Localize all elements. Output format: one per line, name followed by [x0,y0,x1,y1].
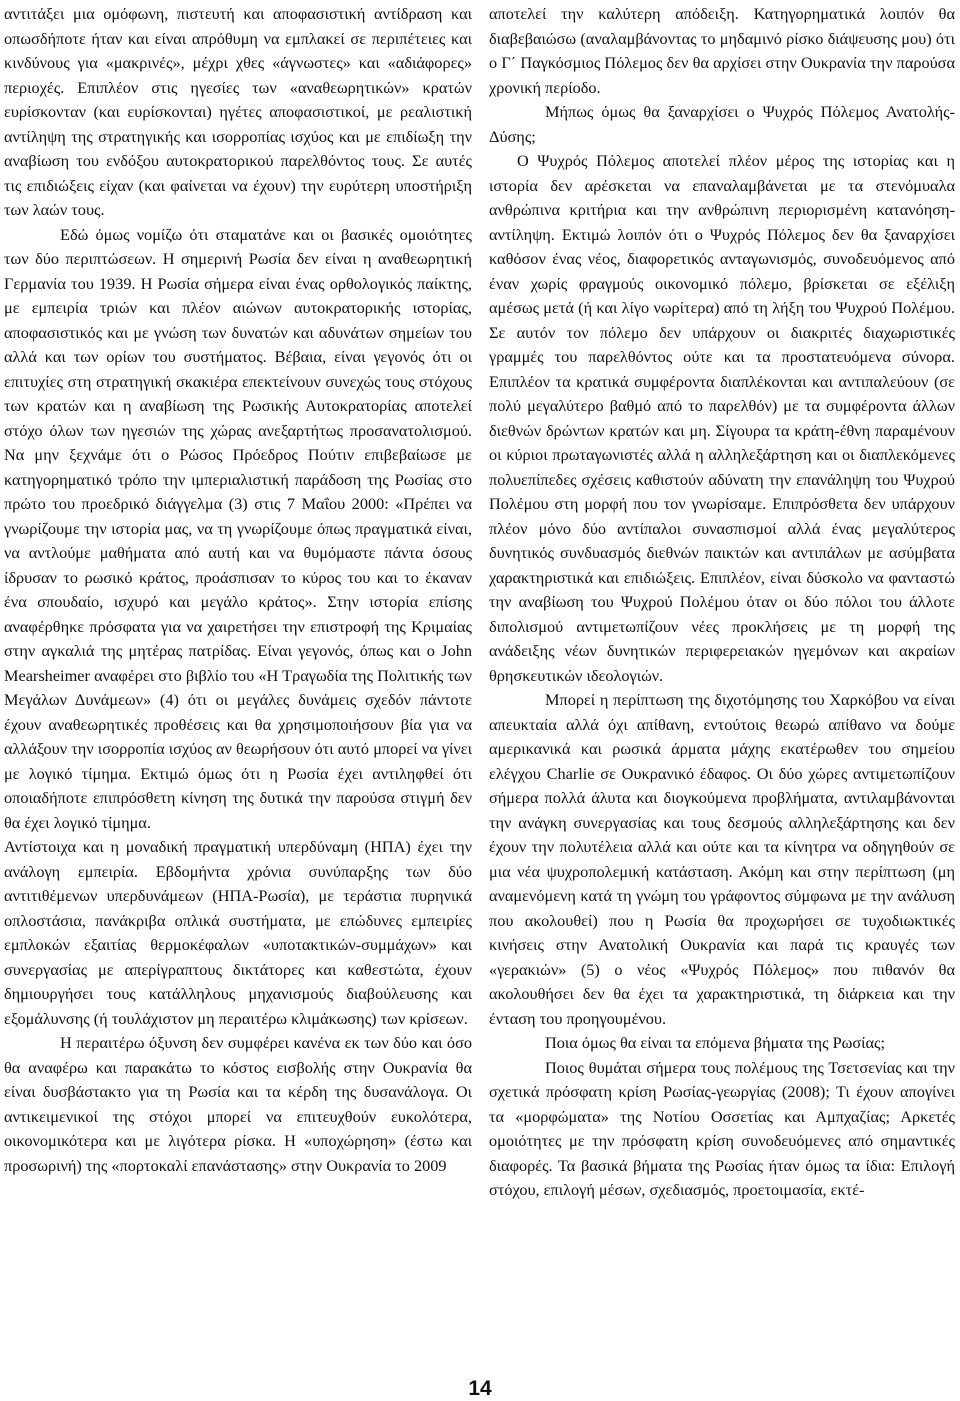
paragraph: Η περαιτέρω όξυνση δεν συμφέρει κανένα εκ των δύο και όσο θα αναφέρω και παρακάτω το κόστος εισβολής στην Ουκρανία θα είναι δυσβάστακτο για τη Ρωσία και τα κέρδη της δυσανάλογα. Οι αντικειμενικοί της στόχοι μπορεί να επιτευχθούν ευκολότερα, οικονομικότερα και με λιγότερα ρίσκα. Η «υποχώρηση» (έστω και προσωρινή) της «πορτοκαλί επανάστασης» στην Ουκρανία το 2009 [4,1033,472,1175]
paragraph: Ο Ψυχρός Πόλεμος αποτελεί πλέον μέρος της ιστορίας και η ιστορία δεν αρέσκεται να επαναλαμβάνεται με τα στενόμυαλα ανθρώπινα κριτήρια και την ανθρώπινη περιορισμένη κατανόηση-αντίληψη. Εκτιμώ λοιπόν ότι ο Ψυχρός Πόλεμος δεν θα ξαναρχίσει καθόσον ένας νέος, διαφορετικός ανταγωνισμός, συνοδευόμενος από έναν χωρίς φραγμούς οικονομικό πόλεμο, βρίσκεται σε εξέλιξη αμέσως μετά (ή και λίγο νωρίτερα) από τη λήξη του Ψυχρού Πολέμου. Σε αυτόν τον πόλεμο δεν υπάρχουν οι διακριτές διαχωριστικές γραμμές του παρελθόντος ούτε και τα προστατευόμενα σύνορα. Επιπλέον τα κρατικά συμφέροντα διαπλέκονται και αντιπαλεύουν (σε πολύ μεγαλύτερο βαθμό από το παρελθόν) με τα συμφέροντα άλλων διεθνών δρώντων κρατών και μη. Σίγουρα τα κράτη-έθνη παραμένουν οι κύριοι πρωταγωνιστές αλλά η αλληλεξάρτηση και οι διαπλεκόμενες πολυεπίπεδες σχέσεις καθιστούν αδύνατη την επανάληψη του Ψυχρού Πολέμου στη μορφή που τον γνωρίσαμε. Επιπρόσθετα δεν υπάρχουν πλέον μόνο δύο αντίπαλοι συνασπισμοί αλλά ένας μεγαλύτερος δυνητικός συνδυασμός διεθνών παικτών και αντιπάλων με ασύμβατα χαρακτηριστικά και επιδιώξεις. Επιπλέον, είναι δύσκολο να φανταστώ την αναβίωση του Ψυχρού Πολέμου όταν οι δύο πόλοι του άλλοτε διπολισμού αντιμετωπίζουν νέες προκλήσεις με τη μορφή της ανάδειξης νέων δυνητικών περιφερειακών ηγεμόνων και ακραίων θρησκευτικών ιδεολογιών. [489,151,955,685]
paragraph: αποτελεί την καλύτερη απόδειξη. Κατηγορηματικά λοιπόν θα διαβεβαιώσω (αναλαμβάνοντας το μηδαμινό ρίσκο διάψευσης μου) ότι ο Γ΄ Παγκόσμιος Πόλεμος δεν θα αρχίσει στην Ουκρανία την παρούσα χρονική περίοδο. [489,4,955,97]
paragraph: αντιτάξει μια ομόφωνη, πιστευτή και αποφασιστική αντίδραση και οπωσδήποτε ήταν και είναι απρόθυμη να εμπλακεί σε περιπέτειες και κινδύνους για «μακρινές», μέχρι χθες «άγνωστες» και «αδιάφορες» περιοχές. Επιπλέον στις ηγεσίες των «αναθεωρητικών» κρατών ευρίσκονταν (και ευρίσκονται) ηγέτες αποφασιστικοί, με ρεαλιστική αντίληψη της στρατηγικής και ισορροπίας ισχύος και με επιδίωξη την αναβίωση του ενδόξου αυτοκρατορικού παρελθόντος τους. Σε αυτές τις επιδιώξεις είχαν (και φαίνεται να έχουν) την ευρύτερη υποστήριξη των λαών τους. [4,4,472,219]
page-number: 14 [468,1377,492,1400]
paragraph: Ποια όμως θα είναι τα επόμενα βήματα της Ρωσίας; [545,1033,886,1052]
paragraph: Εδώ όμως νομίζω ότι σταματάνε και οι βασικές ομοιότητες των δύο περιπτώσεων. Η σημερινή Ρωσία δεν είναι η αναθεωρητική Γερμανία του 1939. Η Ρωσία σήμερα είναι ένας ορθολογικός παίκτης, με εμπειρία τριών και πλέον αιώνων αυτοκρατορικής ιστορίας, αποφασιστικός και με γνώση των δυνατών και αδυνάτων σημείων του αλλά και των ορίων του συστήματος. Βέβαια, είναι γεγονός ότι οι επιτυχίες στη στρατηγική σκακιέρα επεκτείνουν συνεχώς τους στόχους των κρατών και η αναβίωση της Ρωσικής Αυτοκρατορίας αποτελεί στόχο όλων των ηγεσιών της χώρας ανεξαρτήτως προσανατολισμού. Να μην ξεχνάμε ότι ο Ρώσος Πρόεδρος Πούτιν επιβεβαίωσε με κατηγορηματικό τρόπο την ιμπεριαλιστική παράδοση της Ρωσίας στο πρώτο του προεδρικό διάγγελμα (3) στις 7 Μαΐου 2000: «Πρέπει να γνωρίζουμε την ιστορία μας, να τη γνωρίζουμε όπως πραγματικά είναι, να αντλούμε μαθήματα από αυτή και να θυμόμαστε πάντα όσους ίδρυσαν το ρωσικό κράτος, προάσπισαν το κύρος του και το έκαναν ένα σπουδαίο, ισχυρό και μεγάλο κράτος». Στην ιστορία επίσης αναφέρθηκε πρόσφατα για να χαιρετήσει την επιστροφή της Κριμαίας στην αγκαλιά της μητέρας πατρίδας. Είναι γεγονός, όπως και ο John Mearsheimer αναφέρει στο βιβλίο του «Η Τραγωδία της Πολιτικής των Μεγάλων Δυνάμεων» (4) ότι οι μεγάλες δυνάμεις σχεδόν πάντοτε έχουν αναθεωρητικές προθέσεις και θα χρησιμοποιήσουν βία για να αλλάξουν την ισορροπία ισχύος αν θεωρήσουν ότι αυτό μπορεί να γίνει με λογικό τίμημα. Εκτιμώ όμως ότι η Ρωσία έχει αντιληφθεί ότι οποιαδήποτε επιπρόσθετη κίνηση της δυτικά την παρούσα στιγμή δεν θα έχει λογικό τίμημα. [4,224,472,832]
paragraph: Ποιος θυμάται σήμερα τους πολέμους της Τσετσενίας και την σχετικά πρόσφατη κρίση Ρωσίας-γεωργίας (2008); Τι έχουν απογίνει τα «μορφώματα» της Νοτίου Οσσετίας και Αμπχαζίας; Αρκετές ομοιότητες με την πρόσφατη κρίση συνοδευόμενες από σημαντικές διαφορές. Τα βασικά βήματα της Ρωσίας ήταν όμως τα ίδια: Επιλογή στόχου, επιλογή μέσων, σχεδιασμός, προετοιμασία, εκτέ- [489,1057,955,1199]
right-text-column [489,2,955,1203]
paragraph: Αντίστοιχα και η μοναδική πραγματική υπερδύναμη (ΗΠΑ) έχει την ανάλογη εμπειρία. Εβδομήντα χρόνια συνύπαρξης των δύο αντιτιθέμενων υπερδυνάμεων (ΗΠΑ-Ρωσία), με τεράστια πυρηνικά οπλοστάσια, πανάκριβα οπλικά συστήματα, με επώδυνες εμπειρίες εμπλοκών εξαιτίας θερμοκέφαλων «υποτακτικών-συμμάχων» και συνεργασίας με απερίγραπτους δικτάτορες και καθεστώτα, έχουν δημιουργήσει τους κατάλληλους μηχανισμούς διαβούλευσης και εξομάλυνσης (ή τουλάχιστον μη περαιτέρω κλιμάκωσης) των κρίσεων. [4,837,472,1028]
paragraph: Μπορεί η περίπτωση της διχοτόμησης του Χαρκόβου να είναι απευκταία αλλά όχι απίθανη, εντούτοις θεωρώ απίθανο να δούμε αμερικανικά και ρωσικά άρματα μάχης εκατέρωθεν του σημείου ελέγχου Charlie σε Ουκρανικό έδαφος. Οι δύο χώρες αντιμετωπίζουν σήμερα πολλά άλυτα και διογκούμενα προβλήματα, αντιλαμβάνονται την ανάγκη συνεργασίας και τους δεσμούς αλληλεξάρτησης και δεν έχουν την πολυτέλεια αλλά και ούτε και τα κίνητρα να οδηγηθούν σε μια νέα ψυχροπολεμική κατάσταση. Ακόμη και στην περίπτωση (μη αναμενόμενη κατά τη γνώμη του γράφοντος σύμφωνα με την ανάλυση που ακολουθεί) που η Ρωσία θα προχωρήσει σε τυχοδιωκτικές κινήσεις στην Ανατολική Ουκρανία και παρά τις κραυγές των «γερακιών» (5) ο νέος «Ψυχρός Πόλεμος» που πιθανόν θα ακολουθήσει δεν θα έχει τα χαρακτηριστικά, τη διάρκεια και την ένταση του προηγουμένου. [489,690,955,1028]
left-text-column [4,2,472,1178]
paragraph: Μήπως όμως θα ξαναρχίσει ο Ψυχρός Πόλεμος Ανατολής-Δύσης; [489,102,955,146]
